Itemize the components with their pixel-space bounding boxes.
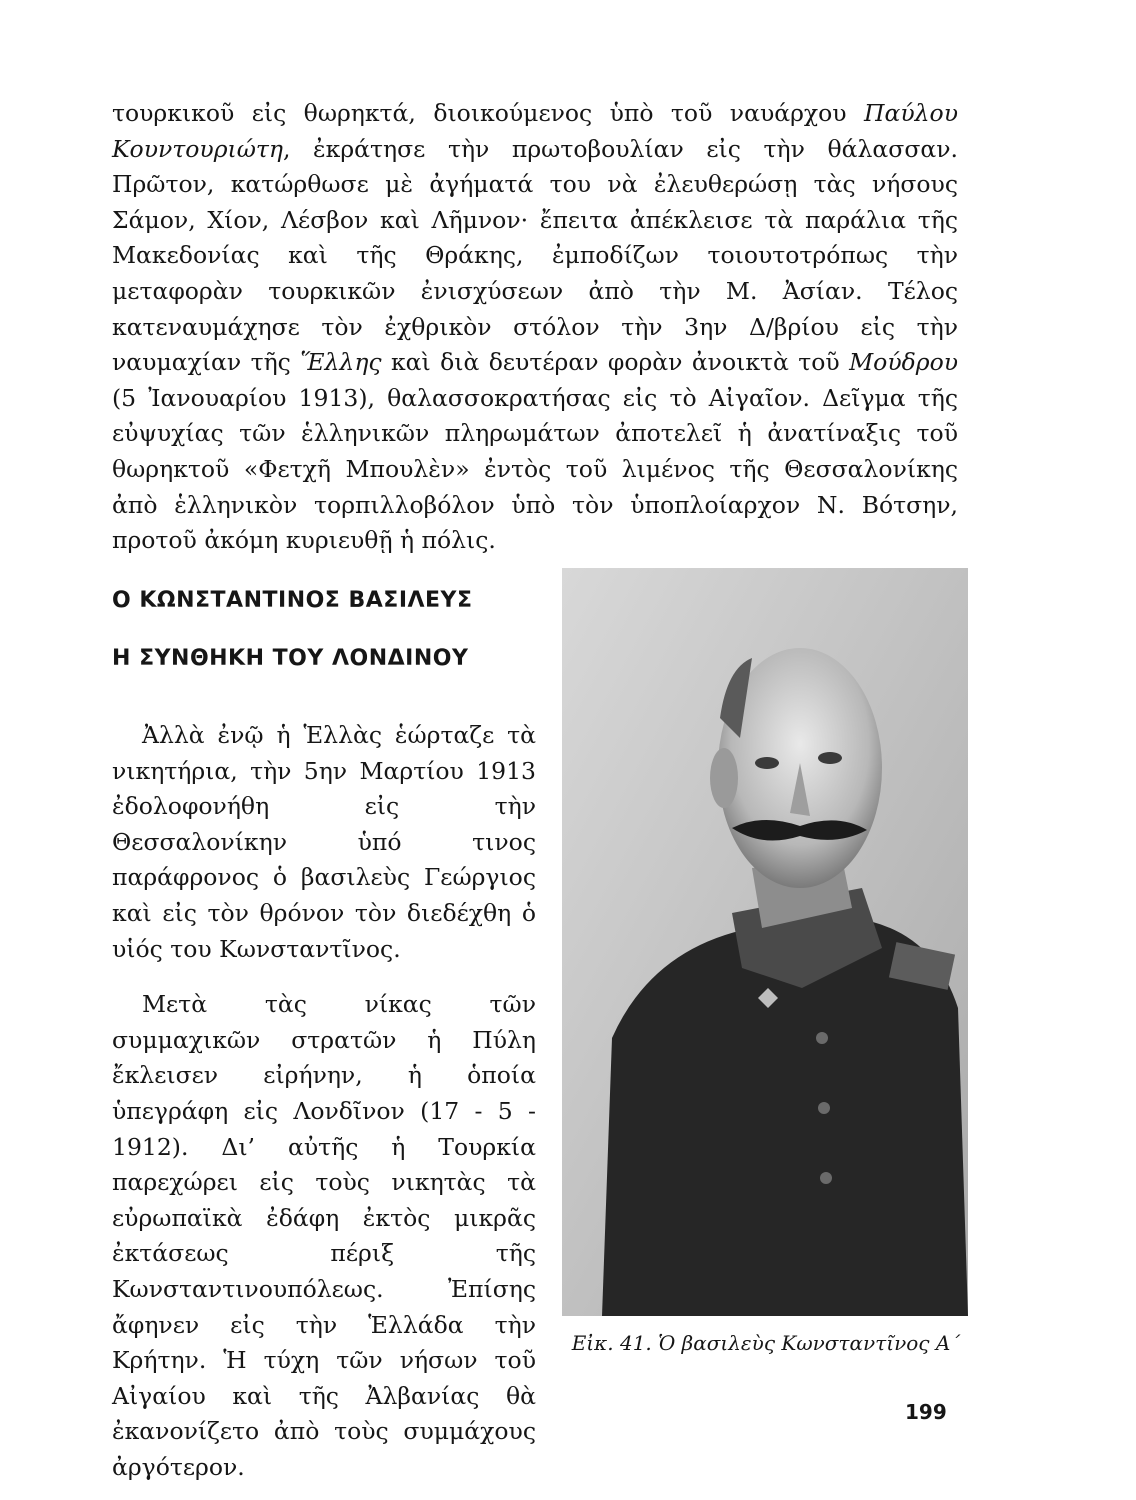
top-text-part2: , ἐκράτησε τὴν πρωτοβουλίαν εἰς τὴν θάλασσαν. Πρῶτον, κατώρθωσε μὲ ἀγήματά του νὰ ἐλευθερώσῃ τὰς νήσους Σάμον, Χίον, Λέσβον καὶ Λῆμνον· ἔπειτα ἀπέκλεισε τὰ παράλια τῆς Μακεδονίας καὶ τῆς Θράκης, ἐμποδίζων τοιουτοτρόπως τὴν μεταφορὰν τουρκικῶν ἐνισχύσεων ἀπὸ τὴν Μ. Ἀσίαν. Τέλος κατεναυμάχησε τὸν ἐχθρικὸν στόλον τὴν 3ην Δ/βρίου εἰς τὴν ναυμαχίαν τῆς — [112, 134, 958, 377]
mudros-name: Μούδρου — [849, 348, 959, 377]
section-paragraph-1: Ἀλλὰ ἐνῷ ἡ Ἑλλὰς ἑώρταζε τὰ νικητήρια, τὴν 5ην Μαρτίου 1913 ἐδολοφονήθη εἰς τὴν Θεσσαλονίκην ὑπό τινος παράφρονος ὁ βασιλεὺς Γεώργιος καὶ εἰς τὸν θρόνον τὸν διεδέχθη ὁ υἱός του Κωνσταντῖνος. — [112, 721, 536, 963]
top-text-part3: καὶ διὰ δευτέραν φορὰν ἀνοικτὰ τοῦ — [381, 348, 850, 377]
section-headings — [112, 588, 532, 704]
section-heading-king: Ο ΚΩΝΣΤΑΝΤΙΝΟΣ ΒΑΣΙΛΕΥΣ — [112, 588, 473, 613]
top-paragraph — [112, 96, 958, 559]
section-heading-treaty: Η ΣΥΝΘΗΚΗ ΤΟΥ ΛΟΝΔΙΝΟΥ — [112, 646, 469, 671]
page-number: 199 — [905, 1400, 947, 1424]
top-text-part1: τουρκικοῦ εἰς θωρηκτά, διοικούμενος ὑπὸ τοῦ ναυάρχου — [112, 99, 865, 127]
figure-caption: Εἰκ. 41. Ὁ βασιλεὺς Κωνσταντῖνος Α΄ — [571, 1331, 961, 1355]
top-paragraph-text — [112, 96, 958, 559]
king-portrait-photo — [562, 568, 968, 1316]
section-body — [112, 718, 536, 1485]
admiral-name: Παύλου Κουντουριώτη — [112, 99, 958, 163]
portrait-illustration — [562, 568, 968, 1316]
section-paragraph-2: Μετὰ τὰς νίκας τῶν συμμαχικῶν στρατῶν ἡ Πύλη ἔκλεισεν εἰρήνην, ἡ ὁποία ὑπεγράφη εἰς Λονδῖνον (17 - 5 - 1912). Δι’ αὐτῆς ἡ Τουρκία παρεχώρει εἰς τοὺς νικητὰς τὰ εὐρωπαϊκὰ ἐδάφη ἐκτὸς μικρᾶς ἐκτάσεως πέριξ τῆς Κωνσταντινουπόλεως. Ἐπίσης ἄφηνεν εἰς τὴν Ἑλλάδα τὴν Κρήτην. Ἡ τύχη τῶν νήσων τοῦ Αἰγαίου καὶ τῆς Ἀλβανίας θὰ ἐκανονίζετο ἀπὸ τοὺς συμμάχους ἀργότερον. — [112, 990, 536, 1481]
battle-name: Ἕλλης — [300, 348, 382, 377]
top-text-part4: (5 Ἰανουαρίου 1913), θαλασσοκρατήσας εἰς τὸ Αἰγαῖον. Δεῖγμα τῆς εὐψυχίας τῶν ἑλληνικῶν πληρωμάτων ἀποτελεῖ ἡ ἀνατίναξις τοῦ θωρηκτοῦ «Φετχῆ Μπουλὲν» ἐντὸς τοῦ λιμένος τῆς Θεσσαλονίκης ἀπὸ ἑλληνικὸν τορπιλλοβόλον ὑπὸ τὸν ὑποπλοίαρχον Ν. Βότσην, προτοῦ ἀκόμη κυριευθῇ ἡ πόλις. — [112, 383, 958, 555]
